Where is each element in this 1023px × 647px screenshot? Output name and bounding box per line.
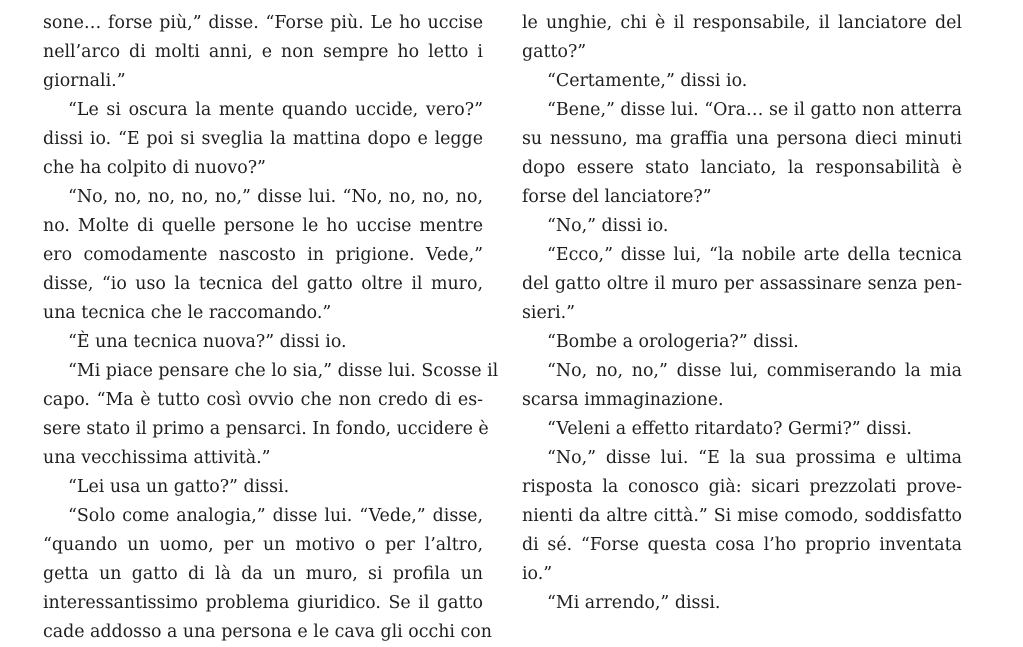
text-line: interessantissimo problema giuridico. Se il gatto (43, 593, 483, 613)
text-line: gatto?” (522, 42, 587, 62)
text-line: “Solo come analogia,” disse lui. “Vede,” disse, (68, 506, 483, 526)
text-line: “Lei usa un gatto?” dissi. (68, 477, 290, 497)
text-line: dissi io. “E poi si sveglia la mattina dopo e legge (43, 129, 483, 149)
text-column-left (43, 9, 499, 647)
text-line: “No, no, no,” disse lui, commiserando la mia (547, 361, 962, 381)
text-line: “Veleni a effetto ritardato? Germi?” dissi. (547, 419, 912, 439)
text-line: giornali.” (43, 71, 126, 91)
text-line: “Le si oscura la mente quando uccide, vero?” (68, 100, 483, 120)
text-line: ero comodamente nascosto in prigione. Vede,” (43, 245, 483, 265)
text-line: nienti da altre città.” Si mise comodo, soddisfatto (522, 506, 962, 526)
text-line: nell’arco di molti anni, e non sempre ho letto i (43, 42, 483, 62)
text-line: getta un gatto di là da un muro, si profila un (43, 564, 483, 584)
text-line: “Bombe a orologeria?” dissi. (547, 332, 799, 352)
text-line: “Bene,” disse lui. “Ora… se il gatto non atterra (547, 100, 962, 120)
text-line: scarsa immaginazione. (522, 390, 724, 410)
text-line: “No, no, no, no, no,” disse lui. “No, no, no, no, (68, 187, 483, 207)
text-line: sone… forse più,” disse. “Forse più. Le ho uccise (43, 13, 483, 33)
text-line: “Mi arrendo,” dissi. (547, 593, 721, 613)
text-line: su nessuno, ma graffia una persona dieci minuti (522, 129, 962, 149)
text-line: “quando un uomo, per un motivo o per l’altro, (43, 535, 483, 555)
text-line: “No,” disse lui. “E la sua prossima e ultima (547, 448, 962, 468)
text-column-right (522, 9, 962, 618)
text-line: sere stato il primo a pensarci. In fondo, uccidere è (43, 419, 489, 439)
text-line: risposta la conosco già: sicari prezzolati prove- (522, 477, 962, 497)
text-line: le unghie, chi è il responsabile, il lanciatore del (522, 13, 962, 33)
text-line: sieri.” (522, 303, 576, 323)
text-line: disse, “io uso la tecnica del gatto oltre il muro, (43, 274, 483, 294)
text-line: dopo essere stato lanciato, la responsabilità è (522, 158, 962, 178)
text-line: capo. “Ma è tutto così ovvio che non credo di es- (43, 390, 483, 410)
text-line: forse del lanciatore?” (522, 187, 712, 207)
text-line: “È una tecnica nuova?” dissi io. (68, 332, 347, 352)
text-line: “Certamente,” dissi io. (547, 71, 748, 91)
text-line: una vecchissima attività.” (43, 448, 271, 468)
text-line: “No,” dissi io. (547, 216, 669, 236)
text-line: del gatto oltre il muro per assassinare senza pen- (522, 274, 962, 294)
text-line: una tecnica che le raccomando.” (43, 303, 332, 323)
text-line: no. Molte di quelle persone le ho uccise mentre (43, 216, 483, 236)
text-line: che ha colpito di nuovo?” (43, 158, 266, 178)
text-line: “Ecco,” disse lui, “la nobile arte della tecnica (547, 245, 962, 265)
text-line: “Mi piace pensare che lo sia,” disse lui. Scosse il (68, 361, 499, 381)
text-line: io.” (522, 564, 553, 584)
text-line: di sé. “Forse questa cosa l’ho proprio inventata (522, 535, 962, 555)
text-line: cade addosso a una persona e le cava gli occhi con (43, 622, 492, 642)
